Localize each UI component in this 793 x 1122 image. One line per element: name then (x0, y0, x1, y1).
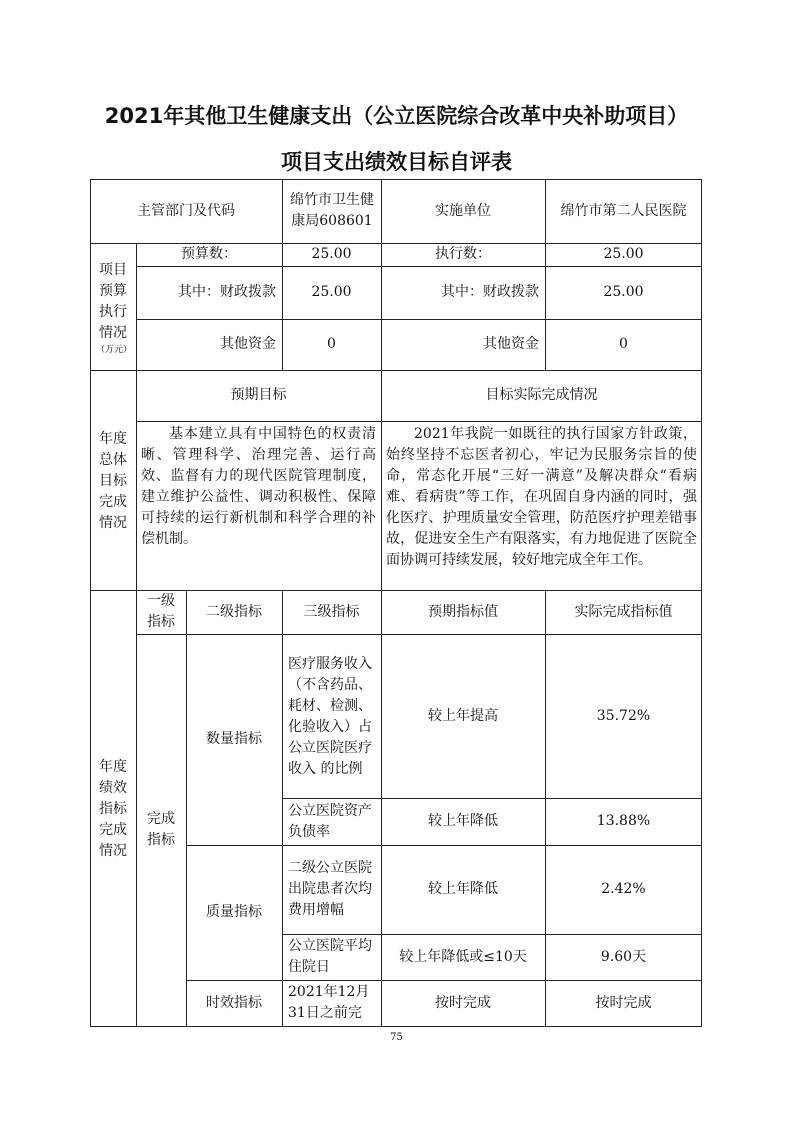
indicator-actual: 9.60天 (600, 948, 647, 965)
indicator-name: 公立医院平均住院日 (288, 938, 372, 975)
other-funds-label: 其他资金 (220, 336, 276, 352)
indicator-actual: 2.42% (601, 881, 646, 897)
indicator-expected: 按时完成 (435, 994, 491, 1011)
page-number: 75 (390, 1032, 403, 1043)
col-header-actual: 实际完成指标值 (574, 603, 673, 620)
budget-label: 预算数： (181, 246, 237, 262)
unit-label: 实施单位 (435, 202, 491, 219)
fiscal-label: 其中：财政拨款 (178, 284, 276, 300)
unit-value: 绵竹市第二人民医院 (560, 202, 687, 219)
indicator-actual: 按时完成 (595, 994, 652, 1011)
document-title: 2021年其他卫生健康支出（公立医院综合改革中央补助项目） (104, 104, 689, 128)
other-exec-label: 其他资金 (483, 336, 539, 352)
col-header-level1: 一级指标 (147, 593, 175, 630)
quantity-indicator-label: 数量指标 (206, 731, 262, 747)
indicator-expected: 较上年降低 (428, 881, 498, 897)
indicator-actual: 35.72% (596, 707, 651, 724)
col-header-level3: 三级指标 (303, 603, 360, 620)
col-divider (282, 590, 283, 1026)
col-header-level2: 二级指标 (206, 603, 262, 620)
budget-section-label (92, 245, 134, 370)
row-divider (136, 421, 702, 422)
indicator-expected: 较上年降低 (428, 813, 498, 829)
fiscal-budget-value: 25.00 (311, 284, 352, 300)
actual-goal-text: 2021年我院一如既往的执行国家方针政策，始终坚持不忘医者初心，牢记为民服务宗旨的使命，常态化开展“三好一满意”及解决群众“看病难、看病贵”等工作，在巩固自身内涵的同时，强化医疗、护理质量安全管理，防范医疗护理差错事故，促进安全生产有限落实，有力地促进了医院全面协调可持续发展，较好地完成全年工作。 (386, 426, 697, 568)
exec-value: 25.00 (603, 246, 644, 262)
actual-goal-header: 目标实际完成情况 (485, 387, 598, 403)
document-subtitle: 项目支出绩效目标自评表 (281, 150, 512, 174)
quality-indicator-label: 质量指标 (206, 904, 262, 920)
expected-goal-text: 基本建立具有中国特色的权责清晰、管理科学、治理完善、运行高效、监督有力的现代医院管理制度，建立维护公益性、调动积极性、保障可持续的运行新机制和科学合理的补偿机制。 (141, 426, 376, 547)
indicator-name: 公立医院资产负债率 (288, 802, 372, 840)
performance-section-label: 年度绩效指标完成情况 (99, 758, 127, 859)
budget-section-unit: （万元） (96, 344, 133, 355)
indicator-name: 二级公立医院出院患者次均费用增幅 (288, 860, 372, 918)
dept-label: 主管部门及代码 (137, 202, 235, 219)
exec-label: 执行数： (435, 246, 491, 262)
col-header-expected: 预期指标值 (428, 603, 498, 620)
annual-goal-section-label: 年度总体目标完成情况 (99, 430, 127, 531)
fiscal-exec-value: 25.00 (603, 284, 644, 300)
budget-value: 25.00 (311, 246, 352, 262)
budget-section-title: 项目预算执行情况 (99, 261, 127, 341)
indicator-name: 医疗服务收入（不含药品、耗材、检测、化验收入）占公立医院医疗收入 的比例 (288, 656, 372, 777)
fiscal-exec-label: 其中：财政拨款 (441, 284, 539, 300)
col-divider (282, 179, 283, 243)
indicator-name: 2021年12月31日之前完 (288, 984, 370, 1021)
level1-completion-indicator: 完成指标 (147, 811, 175, 848)
other-budget-value: 0 (327, 336, 336, 352)
timeliness-indicator-label: 时效指标 (206, 994, 262, 1011)
dept-value: 绵竹市卫生健康局608601 (290, 192, 374, 229)
other-exec-value: 0 (619, 336, 628, 352)
expected-goal-header: 预期目标 (230, 387, 287, 403)
indicator-expected: 较上年提高 (428, 707, 498, 724)
indicator-expected: 较上年降低或≤10天 (399, 948, 527, 965)
indicator-actual: 13.88% (596, 813, 651, 829)
